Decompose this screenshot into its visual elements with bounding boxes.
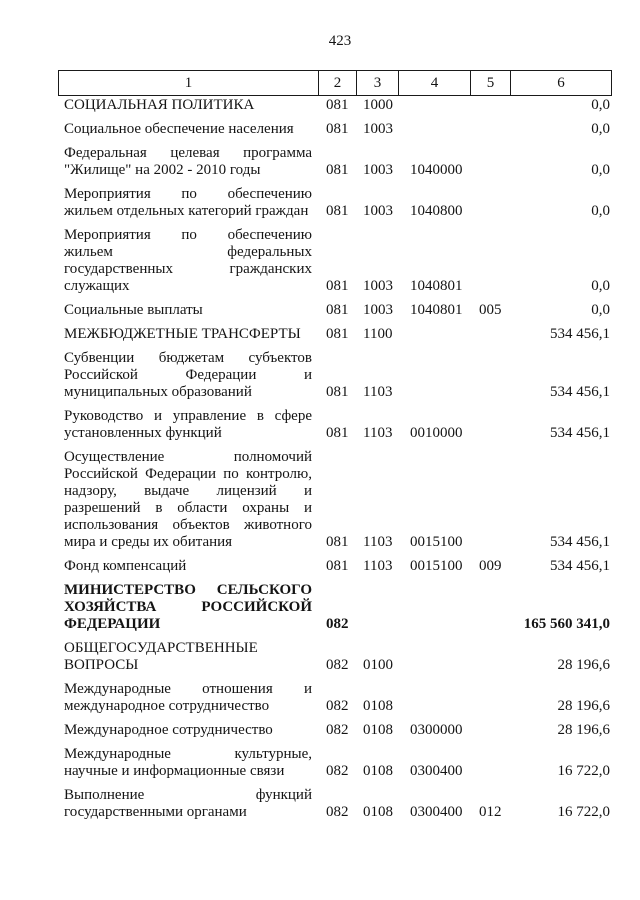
table-row-ministry-heading [58,575,612,633]
amount-cell: 534 456,1 [550,534,610,550]
header-row [58,70,612,96]
ministry-code-cell: 081 [326,534,349,550]
description-cell [58,575,318,633]
table-row [58,633,612,674]
description-line: Российской Федерации по контролю, [64,466,312,482]
ministry-code-cell: 082 [326,616,349,632]
description-cell [58,114,318,138]
target-article-cell: 0300000 [410,722,463,738]
amount-cell: 0,0 [591,278,610,294]
section-code-cell: 1003 [363,278,393,294]
description-cell [58,319,318,343]
expense-type-cell [470,715,510,739]
description-cell [58,442,318,551]
ministry-code-cell: 081 [326,97,349,113]
table-row [58,319,612,343]
section-code-cell: 1103 [363,384,393,400]
description-cell [58,179,318,220]
description-cell [58,739,318,780]
description-line: Международные отношения и [64,681,312,697]
description-line: Международные культурные, [64,746,312,762]
description-cell [58,96,318,114]
section-code-cell: 1003 [363,203,393,219]
expense-type-cell [470,114,510,138]
table-row [58,220,612,295]
description-line: жильем федеральных [64,244,312,260]
description-line: Выполнение функций [64,787,312,803]
column-header-5: 5 [470,70,510,96]
description-line: государственных гражданских [64,261,312,277]
section-code-cell: 0108 [363,698,393,714]
description-line: Мероприятия по обеспечению [64,227,312,243]
expense-type-cell [470,179,510,220]
amount-cell: 534 456,1 [550,384,610,400]
section-code-cell: 1003 [363,302,393,318]
ministry-code-cell: 081 [326,384,349,400]
description-line: государственными органами [64,804,247,820]
amount-cell: 534 456,1 [550,425,610,441]
table-row [58,780,612,821]
target-article-cell: 0015100 [410,534,463,550]
expense-type-cell [470,674,510,715]
section-code-cell: 0108 [363,804,393,820]
description-line: МЕЖБЮДЖЕТНЫЕ ТРАНСФЕРТЫ [64,326,301,342]
amount-cell: 534 456,1 [550,558,610,574]
expense-type-cell: 012 [479,804,502,820]
target-article-cell: 1040800 [410,203,463,219]
description-line: Международное сотрудничество [64,722,273,738]
description-cell [58,674,318,715]
description-line: ВОПРОСЫ [64,657,139,673]
description-line: Федеральная целевая программа [64,145,312,161]
ministry-code-cell: 082 [326,657,349,673]
target-article-cell [398,114,470,138]
amount-cell: 165 560 341,0 [523,616,610,632]
expense-type-cell [470,96,510,114]
ministry-code-cell: 081 [326,162,349,178]
ministry-code-cell: 081 [326,278,349,294]
description-line: надзору, выдаче лицензий и [64,483,312,499]
table-row [58,674,612,715]
amount-cell: 534 456,1 [550,326,610,342]
target-article-cell [398,575,470,633]
section-code-cell: 1103 [363,558,393,574]
table-row [58,739,612,780]
section-code-cell: 1103 [363,425,393,441]
section-code-cell: 1003 [363,162,393,178]
section-code-cell: 1000 [363,97,393,113]
description-line: ФЕДЕРАЦИИ [64,616,161,632]
description-cell [58,633,318,674]
expense-type-cell [470,220,510,295]
target-article-cell [398,343,470,401]
section-code-cell: 0108 [363,722,393,738]
ministry-code-cell: 082 [326,804,349,820]
section-code-cell: 0108 [363,763,393,779]
description-line: ХОЗЯЙСТВА РОССИЙСКОЙ [64,599,312,615]
expense-type-cell [470,343,510,401]
description-line: международное сотрудничество [64,698,270,714]
amount-cell: 16 722,0 [557,763,610,779]
expense-type-cell: 005 [479,302,502,318]
description-cell [58,343,318,401]
ministry-code-cell: 082 [326,722,349,738]
table-row [58,343,612,401]
target-article-cell: 0300400 [410,804,463,820]
target-article-cell: 0015100 [410,558,463,574]
description-line: использования объектов животного [64,517,312,533]
target-article-cell: 1040000 [410,162,463,178]
ministry-code-cell: 081 [326,558,349,574]
expense-type-cell: 009 [479,558,502,574]
description-cell [58,138,318,179]
ministry-code-cell: 081 [326,203,349,219]
ministry-code-cell: 082 [326,698,349,714]
table-row [58,401,612,442]
description-line: Субвенции бюджетам субъектов [64,350,312,366]
expense-type-cell [470,319,510,343]
description-line: научные и информационные связи [64,763,285,779]
description-line: ОБЩЕГОСУДАРСТВЕННЫЕ [64,640,258,656]
amount-cell: 0,0 [591,162,610,178]
description-line: СОЦИАЛЬНАЯ ПОЛИТИКА [64,97,255,113]
description-line: жильем отдельных категорий граждан [64,203,309,219]
description-line: Социальные выплаты [64,302,203,318]
target-article-cell [398,633,470,674]
column-header-1: 1 [58,70,318,96]
expense-type-cell [470,575,510,633]
description-cell [58,551,318,575]
target-article-cell: 0010000 [410,425,463,441]
ministry-code-cell: 081 [326,326,349,342]
target-article-cell: 1040801 [410,278,463,294]
description-line: установленных функций [64,425,222,441]
page-number: 423 [328,33,352,49]
expense-type-cell [470,739,510,780]
expense-type-cell [470,401,510,442]
amount-cell: 0,0 [591,97,610,113]
description-cell [58,220,318,295]
table-row [58,114,612,138]
table-row [58,551,612,575]
table-row [58,96,612,114]
description-line: разрешений в области охраны и [64,500,312,516]
expense-type-cell [470,138,510,179]
description-cell [58,780,318,821]
expense-type-cell [470,442,510,551]
description-cell [58,401,318,442]
table-row [58,442,612,551]
description-line: "Жилище" на 2002 - 2010 годы [64,162,261,178]
section-code-cell: 1100 [363,326,393,342]
amount-cell: 28 196,6 [557,722,610,738]
amount-cell: 16 722,0 [557,804,610,820]
description-line: Российской Федерации и [64,367,312,383]
target-article-cell [398,96,470,114]
target-article-cell [398,319,470,343]
description-line: мира и среды их обитания [64,534,233,550]
target-article-cell: 0300400 [410,763,463,779]
section-code-cell: 1103 [363,534,393,550]
table-row [58,179,612,220]
description-line: муниципальных образований [64,384,252,400]
ministry-code-cell: 081 [326,425,349,441]
column-header-6: 6 [510,70,612,96]
description-line: служащих [64,278,130,294]
section-code-cell [356,575,398,633]
description-line: МИНИСТЕРСТВО СЕЛЬСКОГО [64,582,312,598]
target-article-cell: 1040801 [410,302,463,318]
amount-cell: 28 196,6 [557,657,610,673]
description-line: Мероприятия по обеспечению [64,186,312,202]
amount-cell: 28 196,6 [557,698,610,714]
section-code-cell: 0100 [363,657,393,673]
description-line: Фонд компенсаций [64,558,187,574]
section-code-cell: 1003 [363,121,393,137]
column-header-4: 4 [398,70,470,96]
description-line: Социальное обеспечение населения [64,121,294,137]
target-article-cell [398,674,470,715]
column-header-3: 3 [356,70,398,96]
table-row [58,138,612,179]
description-line: Руководство и управление в сфере [64,408,312,424]
table-row [58,295,612,319]
table-row [58,715,612,739]
ministry-code-cell: 082 [326,763,349,779]
expense-type-cell [470,633,510,674]
amount-cell: 0,0 [591,203,610,219]
description-line: Осуществление полномочий [64,449,312,465]
description-cell [58,295,318,319]
amount-cell: 0,0 [591,121,610,137]
ministry-code-cell: 081 [326,121,349,137]
budget-table [58,70,612,821]
description-cell [58,715,318,739]
column-header-2: 2 [318,70,356,96]
ministry-code-cell: 081 [326,302,349,318]
amount-cell: 0,0 [591,302,610,318]
